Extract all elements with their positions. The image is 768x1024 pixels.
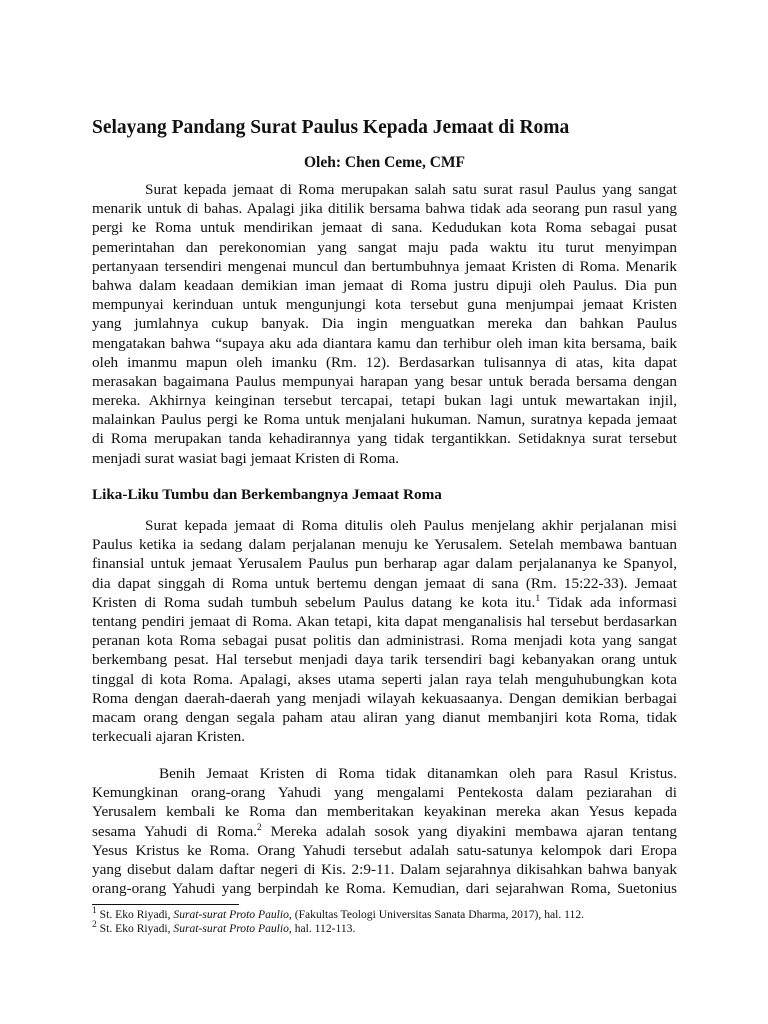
paragraph-line: dia dapat singgah di Roma untuk bertemu dengan jemaat di sana (Rm. 15:22-33). Jemaat: [92, 574, 677, 592]
paragraph-line: terkecuali ajaran Kristen.: [92, 728, 246, 746]
paragraph-line: pemerintahan dan perekonomian yang sangat maju pada waktu itu turut menyimpan: [92, 238, 677, 256]
paragraph-line: Surat kepada jemaat di Roma ditulis oleh Paulus menjelang akhir perjalanan misi: [145, 517, 677, 534]
paragraph-line: mengatakan bahwa “supaya aku ada diantara kamu dan terhibur oleh iman kita bersama, baik: [92, 334, 677, 352]
paragraph-line: Yerusalem kembali ke Roma dan memberitakan keyakinan mereka akan Yesus kepada: [92, 803, 677, 821]
footnote-text: , hal. 112-113.: [288, 922, 356, 935]
paragraph-line: peranan kota Roma sebagai pusat politis dan administrasi. Roma menjadi kota yang sangat: [92, 632, 677, 650]
footnote-text: St. Eko Riyadi,: [96, 922, 174, 935]
paragraph-line: Benih Jemaat Kristen di Roma tidak ditanamkan oleh para Rasul Kristus.: [159, 765, 677, 782]
paragraph-line: oleh imanmu mapun oleh imanku (Rm. 12). Berdasarkan tulisannya di atas, kita dapat: [92, 353, 677, 371]
paragraph-line: merasakan bagaimana Paulus mempunyai harapan yang besar untuk berada bersama dengan: [92, 372, 677, 390]
footnote-text: , (Fakultas Teologi Universitas Sanata Dharma, 2017), hal. 112.: [288, 908, 585, 921]
paragraph-line: yang disebut dalam daftar negeri di Kis. 2:9-11. Dalam sejarahnya dikisahkan bahwa banyak: [92, 860, 677, 878]
paragraph-line: Paulus ketika ia sedang dalam perjalanan menuju ke Yerusalem. Setelah membawa bantuan: [92, 536, 677, 554]
footnote-2: [92, 921, 677, 936]
footnote-number: 1: [92, 906, 97, 917]
intro-paragraph: [92, 180, 677, 468]
line-text: Mereka adalah sosok yang diyakini membawa ajaran tentang: [261, 822, 677, 840]
footnote-book-title: Surat-surat Proto Paulio: [173, 908, 289, 921]
line-text: sesama Yahudi di Roma.: [92, 822, 258, 840]
footnote-number: 2: [92, 920, 97, 931]
paragraph-line: berkembang pesat. Hal tersebut menjadi daya tarik tersendiri bagi kebanyakan orang untuk: [92, 651, 677, 669]
footnote-ref: 1: [535, 593, 541, 604]
paragraph-line: macam orang dengan segala paham atau aliran yang dianut membanjiri kota Roma, tidak: [92, 708, 677, 726]
paragraph-line: Kemungkinan orang-orang Yahudi yang mengalami Pentekosta dalam peziarahan di: [92, 784, 677, 802]
paragraph-line: di Roma merupakan tanda kehadirannya yang tidak tergantikkan. Setidaknya surat tersebut: [92, 430, 677, 448]
author-byline: Oleh: Chen Ceme, CMF: [304, 154, 465, 171]
paragraph-line: tentang pendiri jemaat di Roma. Akan tetapi, kita dapat menganalisis hal tersebut berdasarkan: [92, 612, 677, 630]
paragraph-line: bahwa dalam keadaan demikian iman jemaat di Roma justru dipuji oleh Paulus. Dia pun: [92, 276, 677, 294]
paragraph-line: finansial untuk jemaat Yerusalem Paulus pun berharap agar dalam perjalananya ke Spanyol,: [92, 555, 677, 573]
paragraph-line: pergi ke Roma untuk mendirikan jemaat di sana. Kedudukan kota Roma sebagai pusat: [92, 219, 677, 237]
footnote-text: St. Eko Riyadi,: [96, 908, 174, 921]
footnote-book-title: Surat-surat Proto Paulio: [173, 922, 289, 935]
paragraph-line-with-footnote: [92, 593, 677, 612]
paragraph-line: Yesus Kristus ke Roma. Orang Yahudi tersebut adalah satu-satunya kelompok dari Eropa: [92, 841, 677, 859]
paragraph-line: malainkan Paulus pergi ke Roma untuk menjalani hukuman. Namun, suratnya kepada jemaat: [92, 411, 677, 429]
paragraph-line: Surat kepada jemaat di Roma merupakan salah satu surat rasul Paulus yang sangat: [145, 181, 677, 198]
paragraph-line: pertanyaan tersendiri mengenai muncul dan bertumbuhnya jemaat Kristen di Roma. Menarik: [92, 257, 677, 275]
section-heading: Lika-Liku Tumbu dan Berkembangnya Jemaat Roma: [92, 486, 442, 503]
paragraph-line: Roma dengan daerah-daerah yang menjadi wilayah kekuasaanya. Dengan demikian berbagai: [92, 689, 677, 707]
line-text: Kristen di Roma sudah tumbuh sebelum Paulus datang ke kota itu.: [92, 593, 536, 611]
paragraph-line: tinggal di kota Roma. Apalagi, akses utama seperti jalan raya telah menguhubungkan kota: [92, 670, 677, 688]
paragraph-line: mereka. Akhirnya keinginan tersebut tercapai, tetapi bukan lagi untuk mewartakan injil,: [92, 392, 677, 410]
line-text: Tidak ada informasi: [540, 593, 677, 611]
footnote-1: [92, 907, 677, 922]
footnote-separator: [92, 904, 239, 905]
paragraph-line: menarik untuk di bahas. Apalagi jika ditilik bersama bahwa tidak ada seorang pun rasul yang: [92, 200, 677, 218]
paragraph-line: mempunyai kerinduan untuk mengunjungi kota tersebut guna menjumpai jemaat Kristen: [92, 296, 677, 314]
paragraph-line: yang jumlahnya cukup banyak. Dia ingin menguatkan mereka dan bahkan Paulus: [92, 315, 677, 333]
paragraph-line: menjadi surat wasiat bagi jemaat Kristen di Roma.: [92, 449, 400, 467]
paragraph-line-with-footnote: [92, 822, 677, 841]
section-paragraph-1: [92, 516, 677, 746]
paragraph-line: orang-orang Yahudi yang berpindah ke Roma. Kemudian, dari sejarahwan Roma, Suetonius: [92, 880, 677, 898]
document-title: Selayang Pandang Surat Paulus Kepada Jemaat di Roma: [92, 117, 570, 138]
footnote-ref: 2: [257, 822, 262, 833]
section-paragraph-2: [92, 764, 677, 898]
